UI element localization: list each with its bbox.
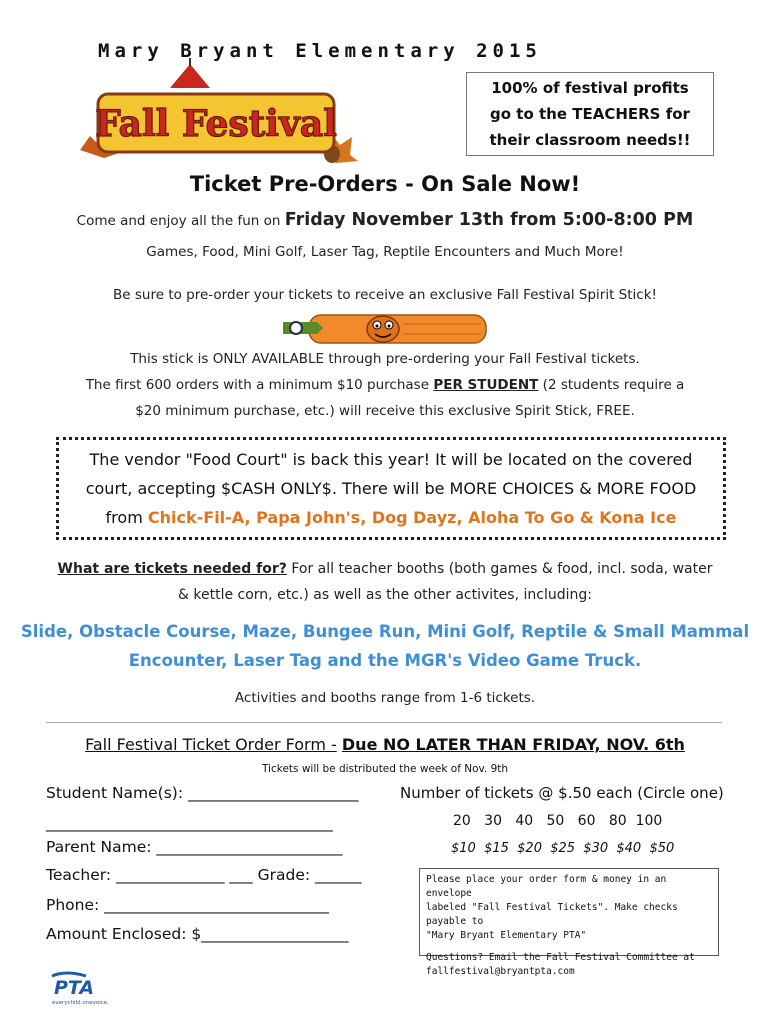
stick-line-1: This stick is ONLY AVAILABLE through pre-ordering your Fall Festival tickets. (130, 351, 640, 367)
contact-email[interactable]: fallfestival@bryantpta.com (426, 966, 575, 977)
event-date-line (0, 210, 770, 230)
food-court-line (59, 503, 723, 532)
teacher-grade-field[interactable]: Teacher: ______________ ___ Grade: ______ (46, 866, 362, 884)
logo-text: Fall Festival (95, 103, 337, 145)
food-court-from: from (105, 508, 143, 527)
amount-enclosed-field[interactable]: Amount Enclosed: $___________________ (46, 925, 349, 943)
vendor-names: Chick-Fil-A, Papa John's, Dog Dayz, Aloha To Go & Kona Ice (147, 508, 677, 527)
notice-line: Please place your order form & money in an envelope (426, 874, 667, 899)
stick-line-3: $20 minimum purchase, etc.) will receive this exclusive Spirit Stick, FREE. (135, 403, 635, 419)
tickets-question-line (0, 561, 770, 577)
notice-line: Questions? Email the Fall Festival Committee at (426, 952, 695, 963)
pta-tagline: everychild.onevoice. (52, 1000, 109, 1006)
tickets-answer: For all teacher booths (both games & food, incl. soda, water (291, 561, 713, 577)
order-form-title (0, 735, 770, 754)
tickets-question: What are tickets needed for? (57, 561, 287, 577)
food-court-line: The vendor "Food Court" is back this year! It will be located on the covered (89, 450, 693, 469)
per-student: PER STUDENT (433, 377, 539, 393)
preorder-line: Be sure to pre-order your tickets to receive an exclusive Fall Festival Spirit Stick! (113, 287, 657, 303)
phone-field[interactable]: Phone: _____________________________ (46, 896, 329, 914)
ticket-count-label: Number of tickets @ $.50 each (Circle one) (400, 784, 724, 802)
profits-notice (466, 72, 714, 156)
ticket-price-options[interactable]: $10 $15 $20 $25 $30 $40 $50 (451, 841, 675, 856)
food-court-box (56, 437, 726, 540)
profits-line: 100% of festival profits (491, 79, 689, 97)
pta-logo (50, 970, 120, 1008)
stick-line-2 (0, 377, 770, 393)
ticket-count-options[interactable]: 20 30 40 50 60 80 100 (453, 813, 663, 829)
distribution-note: Tickets will be distributed the week of Nov. 9th (261, 763, 509, 775)
tent-icon (170, 64, 210, 88)
activities-highlight-1: Slide, Obstacle Course, Maze, Bungee Run, Mini Golf, Reptile & Small Mammal (20, 622, 750, 641)
order-form-due-date: Due NO LATER THAN FRIDAY, NOV. 6th (341, 735, 685, 754)
date-prefix: Come and enjoy all the fun on (76, 213, 281, 229)
ticket-range-line: Activities and booths range from 1-6 tickets. (234, 690, 536, 706)
tickets-answer-line-2: & kettle corn, etc.) as well as the other activites, including: (178, 587, 592, 603)
cut-line-divider (46, 722, 722, 723)
profits-line: go to the TEACHERS for (490, 105, 690, 123)
activities-highlight-2: Encounter, Laser Tag and the MGR's Video Game Truck. (128, 651, 642, 670)
envelope-notice (419, 868, 719, 977)
order-form-title-prefix: Fall Festival Ticket Order Form - (85, 735, 337, 754)
stick-line-2-a: The first 600 orders with a minimum $10 purchase (85, 377, 430, 393)
food-court-line: court, accepting $CASH ONLY$. There will be MORE CHOICES & MORE FOOD (85, 479, 697, 498)
notice-line: "Mary Bryant Elementary PTA" (426, 930, 587, 941)
notice-line: labeled "Fall Festival Tickets". Make checks payable to (426, 902, 678, 927)
event-date: Friday November 13th from 5:00-8:00 PM (284, 210, 694, 230)
page-title: Ticket Pre-Orders - On Sale Now! (189, 172, 581, 196)
stick-line-2-c: (2 students require a (542, 377, 685, 393)
pta-logo-text: PTA (54, 977, 95, 999)
face-icon (367, 316, 399, 342)
student-name-field[interactable]: Student Name(s): ______________________ (46, 784, 359, 802)
profits-line: their classroom needs!! (489, 131, 691, 149)
activities-line: Games, Food, Mini Golf, Laser Tag, Reptile Encounters and Much More! (146, 244, 624, 260)
student-name-field-2[interactable]: _____________________________________ (46, 814, 333, 832)
school-title: Mary Bryant Elementary 2015 (98, 40, 542, 62)
fall-festival-logo (70, 58, 370, 168)
parent-name-field[interactable]: Parent Name: ________________________ (46, 838, 343, 856)
spirit-stick-image (283, 312, 488, 346)
